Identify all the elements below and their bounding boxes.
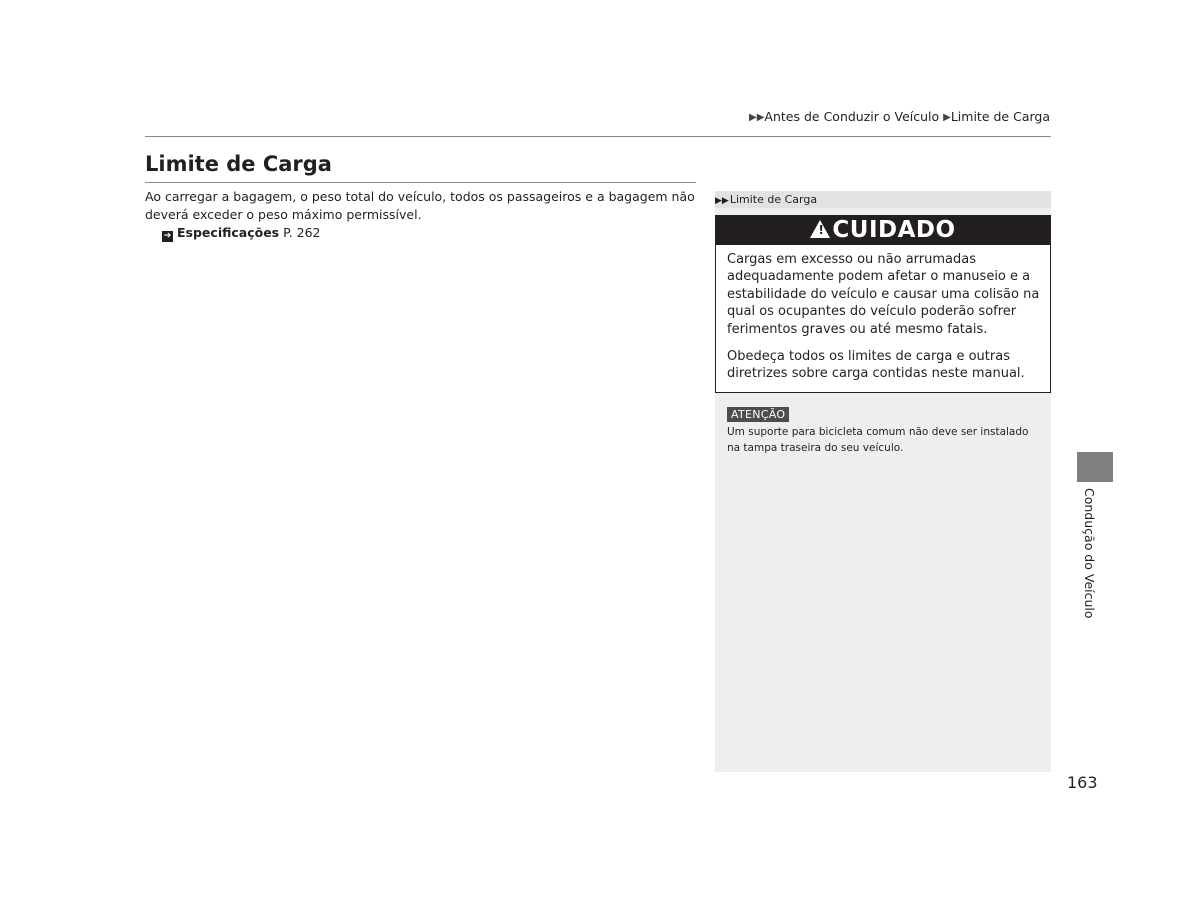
breadcrumb-section[interactable]: Antes de Conduzir o Veículo [764, 109, 940, 124]
title-divider [145, 182, 696, 183]
chapter-tab-marker[interactable] [1077, 452, 1113, 482]
chapter-tab-label: Condução do Veículo [1082, 488, 1097, 619]
sidebar-header-text: Limite de Carga [729, 193, 818, 206]
sidebar-header [715, 191, 1051, 208]
breadcrumb-topic[interactable]: Limite de Carga [950, 109, 1050, 124]
breadcrumb-arrow-icon: ▶ [943, 112, 951, 123]
page-title: Limite de Carga [145, 152, 332, 176]
caution-box [715, 215, 1051, 393]
body-paragraph: Ao carregar a bagagem, o peso total do veículo, todos os passageiros e a bagagem não deverá exceder o peso máximo permissível. [145, 189, 695, 222]
breadcrumb [749, 109, 1050, 124]
sidebar-panel [715, 191, 1051, 772]
xref-page: P. 262 [283, 225, 321, 240]
page-number: 163 [1067, 773, 1098, 792]
breadcrumb-arrow-icon: ▶▶ [749, 112, 765, 123]
specifications-link[interactable] [162, 225, 321, 242]
xref-label: Especificações [177, 225, 280, 240]
warning-triangle-icon: ! [810, 220, 830, 238]
notice-text: Um suporte para bicicleta comum não deve ser instalado na tampa traseira do seu veículo. [727, 426, 1029, 454]
reference-icon: ▶▶ [715, 196, 729, 206]
caution-banner [716, 216, 1050, 245]
arrow-right-box-icon: ➔ [163, 231, 172, 241]
caution-title: CUIDADO [832, 217, 956, 243]
notice-badge: ATENÇÃO [727, 407, 789, 422]
caution-paragraph-2: Obedeça todos os limites de carga e outras diretrizes sobre carga contidas neste manual. [727, 349, 1025, 382]
header-divider [145, 136, 1051, 137]
caution-paragraph-1: Cargas em excesso ou não arrumadas adequadamente podem afetar o manuseio e a estabilidade do veículo e causar uma colisão na qual os ocupantes do veículo poderão sofrer ferimentos graves ou até mesmo fatais. [727, 252, 1040, 337]
